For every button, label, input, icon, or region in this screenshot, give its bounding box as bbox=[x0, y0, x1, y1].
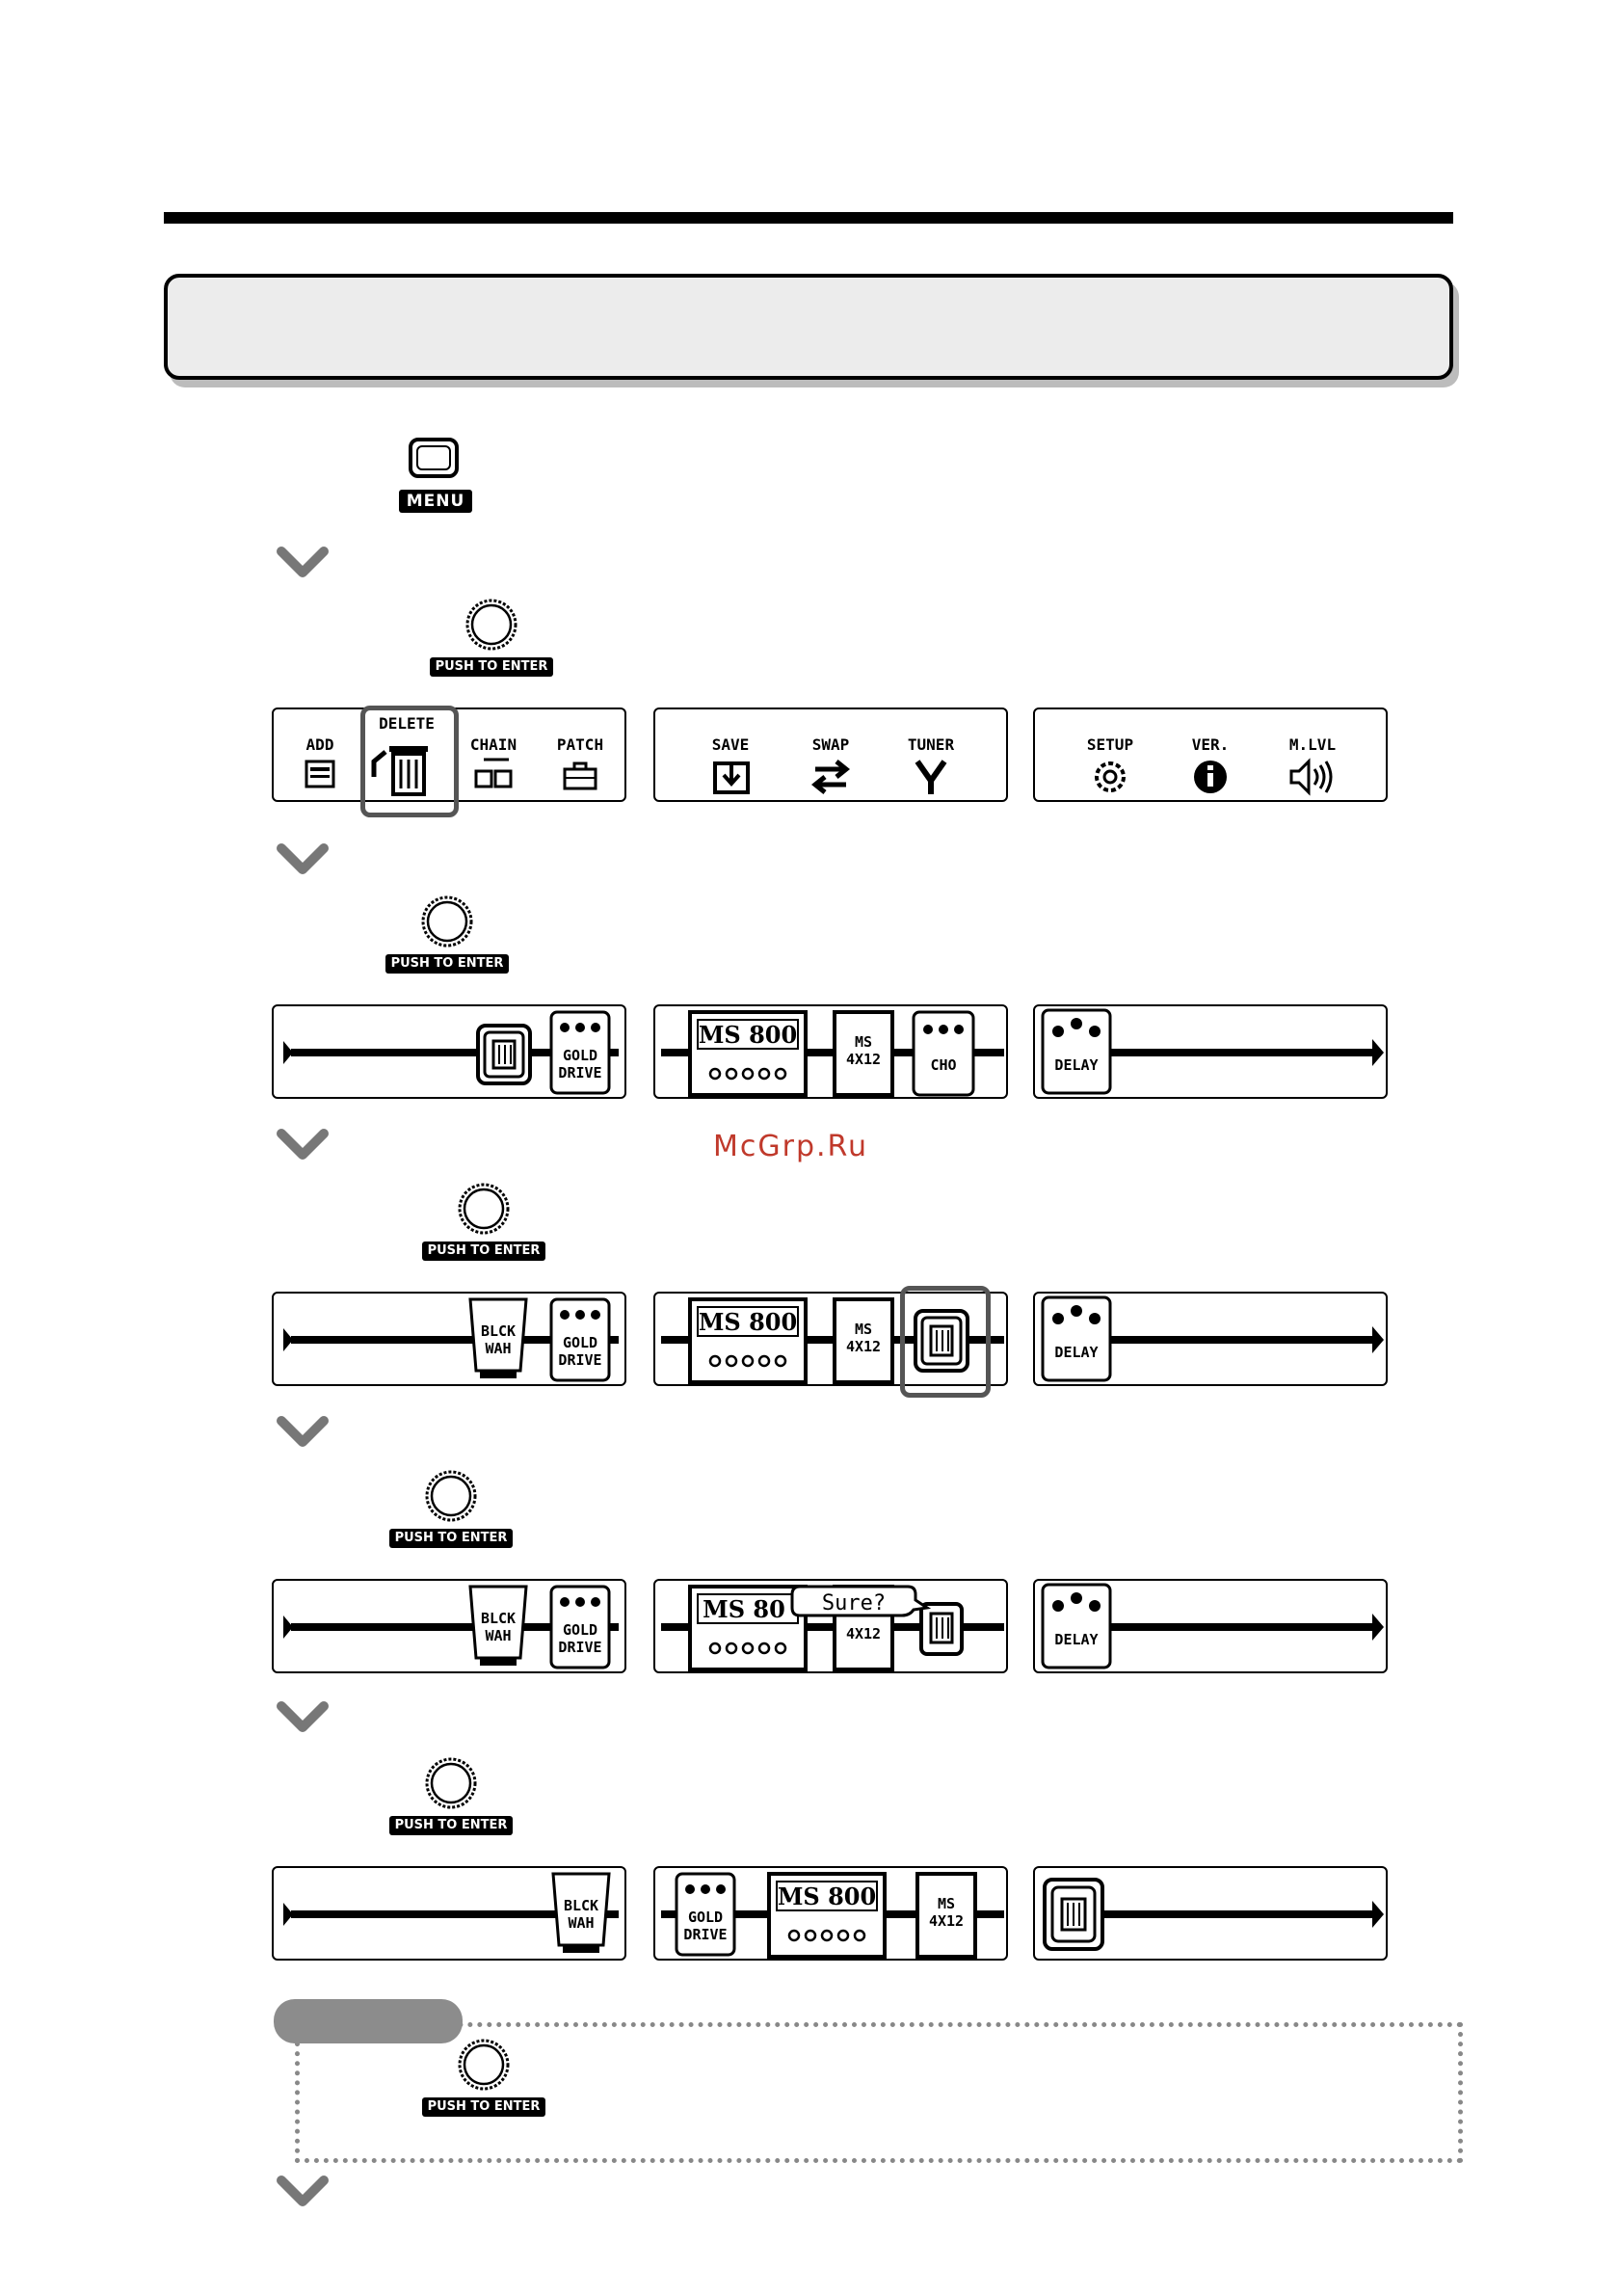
chain-icon bbox=[476, 760, 511, 787]
swap-icon bbox=[815, 761, 846, 792]
menu-item-tuner-label: TUNER bbox=[907, 735, 955, 754]
svg-text:MS 800: MS 800 bbox=[698, 1021, 798, 1049]
menu-item-patch-label: PATCH bbox=[556, 735, 604, 754]
trash-icon bbox=[478, 1026, 530, 1083]
svg-text:DRIVE: DRIVE bbox=[558, 1351, 602, 1369]
menu-item-delete-label: DELETE bbox=[379, 714, 435, 733]
trash-icon bbox=[921, 1604, 962, 1654]
svg-text:BLCK: BLCK bbox=[480, 1610, 517, 1627]
knob-label: PUSH TO ENTER bbox=[389, 1529, 513, 1548]
menu-item-setup-label: SETUP bbox=[1086, 735, 1134, 754]
menu-button[interactable] bbox=[399, 434, 472, 517]
svg-text:4X12: 4X12 bbox=[845, 1338, 882, 1355]
confirm-prompt: Sure? bbox=[821, 1591, 887, 1615]
knob-dial-icon bbox=[464, 598, 518, 652]
menu-item-mlvl-label: M.LVL bbox=[1288, 735, 1337, 754]
push-to-enter-knob[interactable] bbox=[385, 894, 511, 987]
menu-item-add-label: ADD bbox=[305, 735, 334, 754]
svg-text:DRIVE: DRIVE bbox=[683, 1926, 728, 1943]
chain-screen-right bbox=[1033, 1579, 1388, 1673]
note-box bbox=[295, 2022, 1463, 2163]
chain-screen-left bbox=[272, 1292, 626, 1386]
selection-highlight bbox=[360, 706, 459, 817]
menu-key-icon bbox=[409, 438, 459, 478]
svg-text:MS: MS bbox=[854, 1033, 873, 1051]
tuner-icon bbox=[917, 761, 944, 794]
svg-text:GOLD: GOLD bbox=[562, 1047, 598, 1064]
svg-text:MS 80: MS 80 bbox=[703, 1595, 785, 1623]
selection-highlight bbox=[900, 1286, 991, 1398]
speaker-icon bbox=[1291, 761, 1331, 792]
chain-screen-left bbox=[272, 1004, 626, 1099]
gear-icon bbox=[1097, 763, 1124, 790]
chevron-down-icon bbox=[276, 546, 330, 580]
confirm-bubble bbox=[792, 1587, 927, 1615]
push-to-enter-knob[interactable] bbox=[389, 1756, 515, 1849]
svg-text:4X12: 4X12 bbox=[845, 1625, 882, 1642]
knob-label: PUSH TO ENTER bbox=[389, 1816, 513, 1835]
svg-text:DELAY: DELAY bbox=[1054, 1631, 1099, 1648]
chain-screen-right bbox=[1033, 1004, 1388, 1099]
chain-screen-right bbox=[1033, 1292, 1388, 1386]
add-icon bbox=[306, 761, 333, 787]
knob-dial-icon bbox=[424, 1469, 478, 1523]
svg-text:MS 800: MS 800 bbox=[698, 1308, 798, 1336]
note-tab bbox=[274, 1999, 463, 2043]
top-rule bbox=[164, 212, 1453, 224]
menu-item-swap-label: SWAP bbox=[811, 735, 850, 754]
knob-label: PUSH TO ENTER bbox=[430, 657, 553, 677]
menu-item-ver-label: VER. bbox=[1191, 735, 1230, 754]
svg-text:4X12: 4X12 bbox=[928, 1912, 965, 1930]
chevron-down-icon bbox=[276, 1128, 330, 1162]
push-to-enter-knob[interactable] bbox=[422, 1182, 547, 1274]
knob-label: PUSH TO ENTER bbox=[385, 954, 509, 974]
info-icon bbox=[1194, 761, 1227, 793]
svg-text:DELAY: DELAY bbox=[1054, 1344, 1099, 1361]
chevron-down-icon bbox=[276, 842, 330, 877]
menu-button-label: MENU bbox=[399, 490, 472, 513]
svg-text:MS 800: MS 800 bbox=[777, 1882, 877, 1910]
save-icon bbox=[715, 761, 748, 792]
menu-item-save-label: SAVE bbox=[711, 735, 750, 754]
trash-icon bbox=[1045, 1880, 1102, 1949]
chevron-down-icon bbox=[276, 1415, 330, 1450]
svg-text:GOLD: GOLD bbox=[687, 1909, 724, 1926]
svg-text:DRIVE: DRIVE bbox=[558, 1639, 602, 1656]
menu-screen-3 bbox=[1033, 707, 1388, 802]
svg-text:GOLD: GOLD bbox=[562, 1334, 598, 1351]
chain-screen-middle bbox=[653, 1866, 1008, 1961]
chain-screen-left bbox=[272, 1866, 626, 1961]
svg-text:CHO: CHO bbox=[930, 1056, 957, 1074]
knob-dial-icon bbox=[420, 894, 474, 948]
chevron-down-icon bbox=[276, 2175, 330, 2209]
chain-screen-left bbox=[272, 1579, 626, 1673]
knob-dial-icon bbox=[424, 1756, 478, 1810]
svg-text:MS: MS bbox=[854, 1321, 873, 1338]
svg-text:DELAY: DELAY bbox=[1054, 1056, 1099, 1074]
push-to-enter-knob[interactable] bbox=[430, 598, 555, 690]
menu-item-chain-label: CHAIN bbox=[469, 735, 517, 754]
chain-screen-middle bbox=[653, 1579, 1008, 1673]
svg-text:MS: MS bbox=[937, 1895, 956, 1912]
push-to-enter-knob[interactable] bbox=[389, 1469, 515, 1562]
svg-text:BLCK: BLCK bbox=[563, 1897, 599, 1914]
chain-screen-right bbox=[1033, 1866, 1388, 1961]
menu-screen-2 bbox=[653, 707, 1008, 802]
svg-text:DRIVE: DRIVE bbox=[558, 1064, 602, 1081]
knob-dial-icon bbox=[457, 1182, 511, 1236]
watermark: McGrp.Ru bbox=[713, 1130, 869, 1163]
svg-text:WAH: WAH bbox=[485, 1340, 512, 1357]
svg-text:WAH: WAH bbox=[568, 1914, 595, 1932]
chain-screen-middle bbox=[653, 1004, 1008, 1099]
patch-icon bbox=[565, 763, 596, 788]
svg-text:WAH: WAH bbox=[485, 1627, 512, 1644]
svg-text:GOLD: GOLD bbox=[562, 1621, 598, 1639]
svg-text:BLCK: BLCK bbox=[480, 1322, 517, 1340]
section-title-box bbox=[164, 274, 1453, 380]
chevron-down-icon bbox=[276, 1700, 330, 1735]
svg-text:4X12: 4X12 bbox=[845, 1051, 882, 1068]
knob-label: PUSH TO ENTER bbox=[422, 1241, 545, 1261]
knob-label: PUSH TO ENTER bbox=[422, 2097, 545, 2117]
